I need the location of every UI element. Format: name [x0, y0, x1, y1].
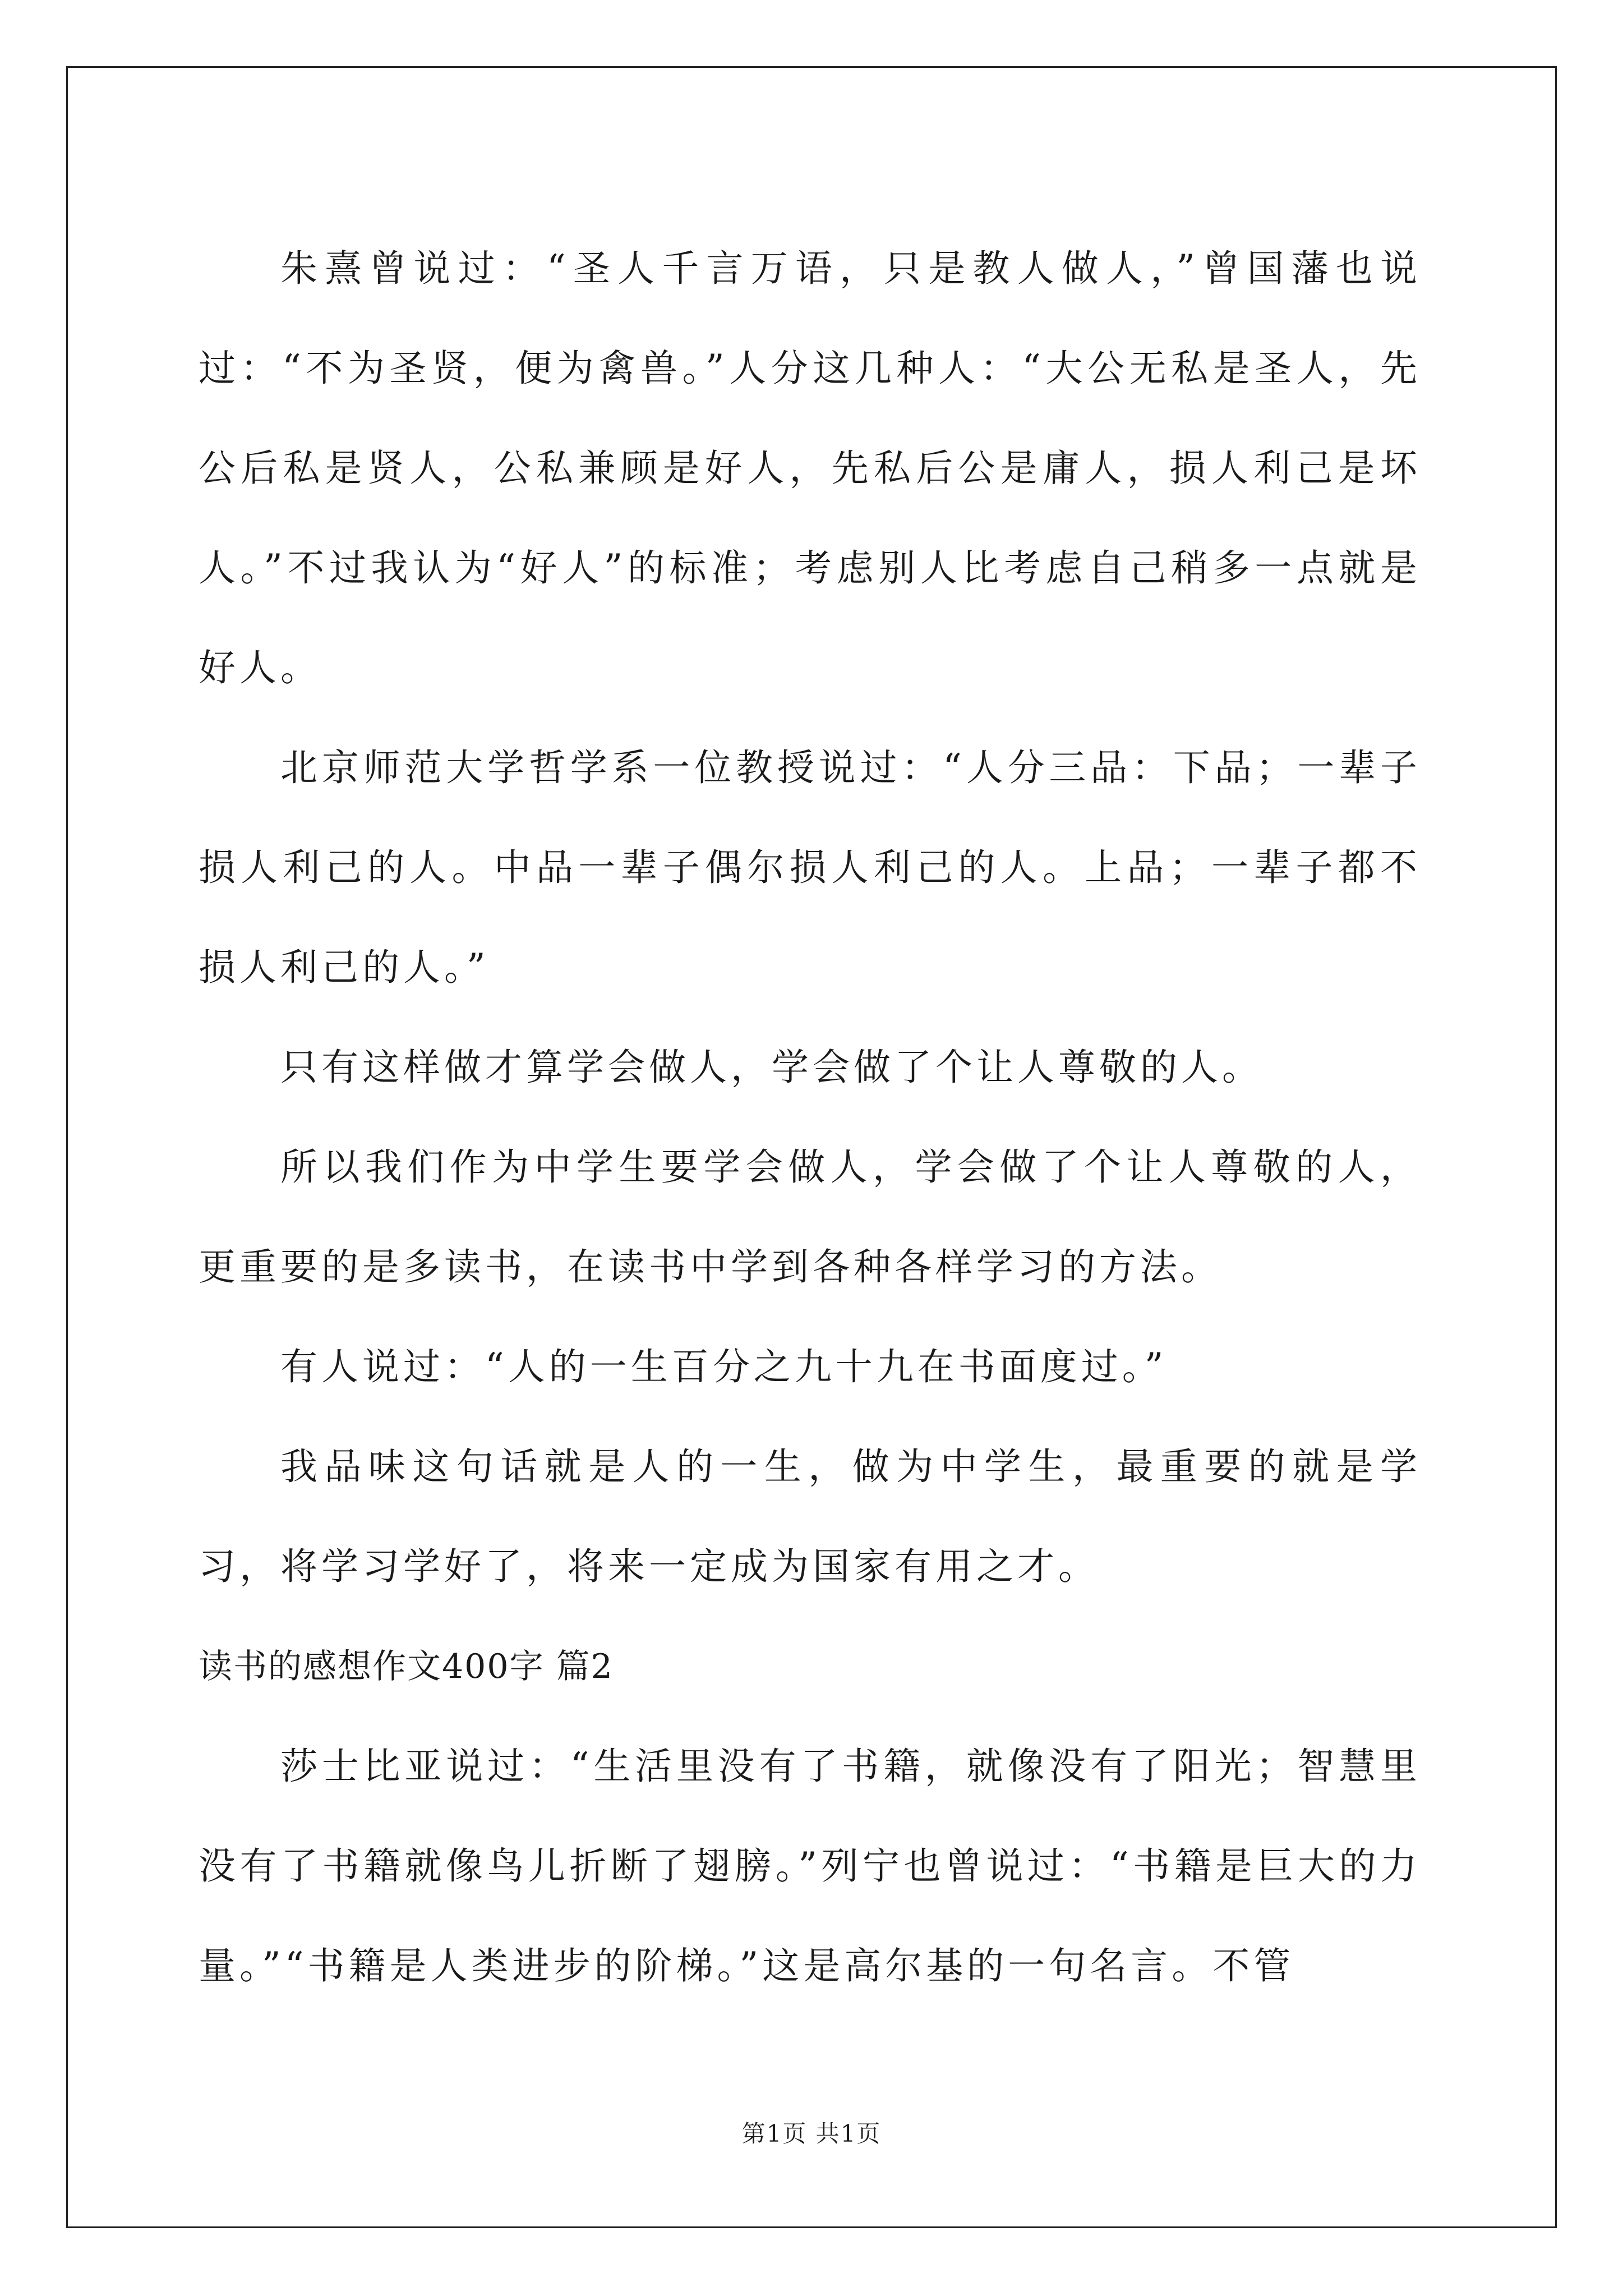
paragraph-3: 只有这样做才算学会做人，学会做了个让人尊敬的人。 [280, 1046, 1263, 1089]
document-body [199, 219, 1421, 2016]
paragraph-2: 北京师范大学哲学系一位教授说过：“人分三品：下品；一辈子损人利己的人。中品一辈子偶尔损人利己的人。上品；一辈子都不损人利己的人。” [199, 746, 1421, 989]
paragraph-6: 我品味这句话就是人的一生，做为中学生，最重要的就是学习，将学习学好了，将来一定成为国家有用之才。 [199, 1445, 1421, 1588]
paragraph-5: 有人说过：“人的一生百分之九十九在书面度过。” [280, 1345, 1168, 1388]
paragraph-4: 所以我们作为中学生要学会做人，学会做了个让人尊敬的人，更重要的是多读书，在读书中学到各种各样学习的方法。 [199, 1145, 1421, 1289]
paragraph-1: 朱熹曾说过：“圣人千言万语，只是教人做人，”曾国藩也说过：“不为圣贤，便为禽兽。”人分这几种人：“大公无私是圣人，先公后私是贤人，公私兼顾是好人，先私后公是庸人，损人利己是坏人。”不过我认为“好人”的标准；考虑别人比考虑自己稍多一点就是好人。 [199, 247, 1421, 689]
section-heading: 读书的感想作文400字 篇2 [199, 1647, 614, 1686]
paragraph-7: 莎士比亚说过：“生活里没有了书籍，就像没有了阳光；智慧里没有了书籍就像鸟儿折断了翅膀。”列宁也曾说过：“书籍是巨大的力量。”“书籍是人类进步的阶梯。”这是高尔基的一句名言。不管 [199, 1745, 1421, 1987]
page-footer: 第1页 共1页 [741, 2120, 882, 2147]
